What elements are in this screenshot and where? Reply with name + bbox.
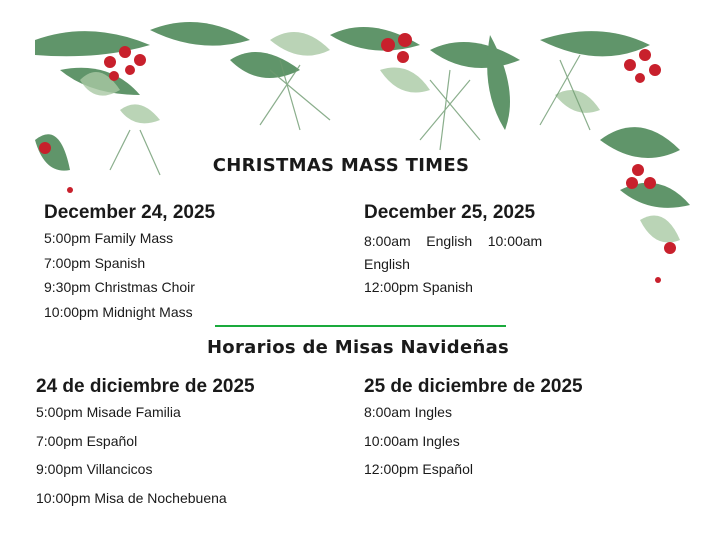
spanish-dec25-column xyxy=(364,376,583,490)
mass-time: 5:00pm Family Mass xyxy=(44,230,174,246)
mass-time: 12:00pm Español xyxy=(364,461,473,477)
section-divider xyxy=(215,325,506,327)
mass-time: 8:00am Ingles xyxy=(364,404,452,420)
spanish-dec24-date: 24 de diciembre de 2025 xyxy=(36,376,255,397)
english-dec25-column xyxy=(364,202,564,299)
mass-time: 8:00am English 10:00am English xyxy=(364,233,547,272)
mass-time: 7:00pm Spanish xyxy=(44,254,146,271)
mass-time: 5:00pm Misade Familia xyxy=(36,404,181,420)
english-dec24-column xyxy=(44,202,215,328)
mass-time: 12:00pm Spanish xyxy=(364,279,473,295)
spanish-title: Horarios de Misas Navideñas xyxy=(206,337,510,358)
mass-time: 9:00pm Villancicos xyxy=(36,461,153,477)
english-dec24-times xyxy=(44,230,215,328)
spanish-dec24-times xyxy=(36,404,255,518)
mass-time: 9:30pm Christmas Choir xyxy=(44,279,195,295)
english-dec25-times xyxy=(364,230,564,299)
spanish-dec25-times xyxy=(364,404,583,490)
mass-time: 10:00pm Misa de Nochebuena xyxy=(36,489,227,506)
mass-time: 10:00am Ingles xyxy=(364,432,460,449)
mass-time: 10:00pm Midnight Mass xyxy=(44,303,193,320)
english-dec24-date: December 24, 2025 xyxy=(44,202,216,223)
english-title: CHRISTMAS MASS TIMES xyxy=(212,155,470,176)
mass-time: 7:00pm Español xyxy=(36,432,138,449)
spanish-dec25-date: 25 de diciembre de 2025 xyxy=(364,376,583,397)
english-dec25-date: December 25, 2025 xyxy=(364,202,536,223)
spanish-dec24-column xyxy=(36,376,255,518)
